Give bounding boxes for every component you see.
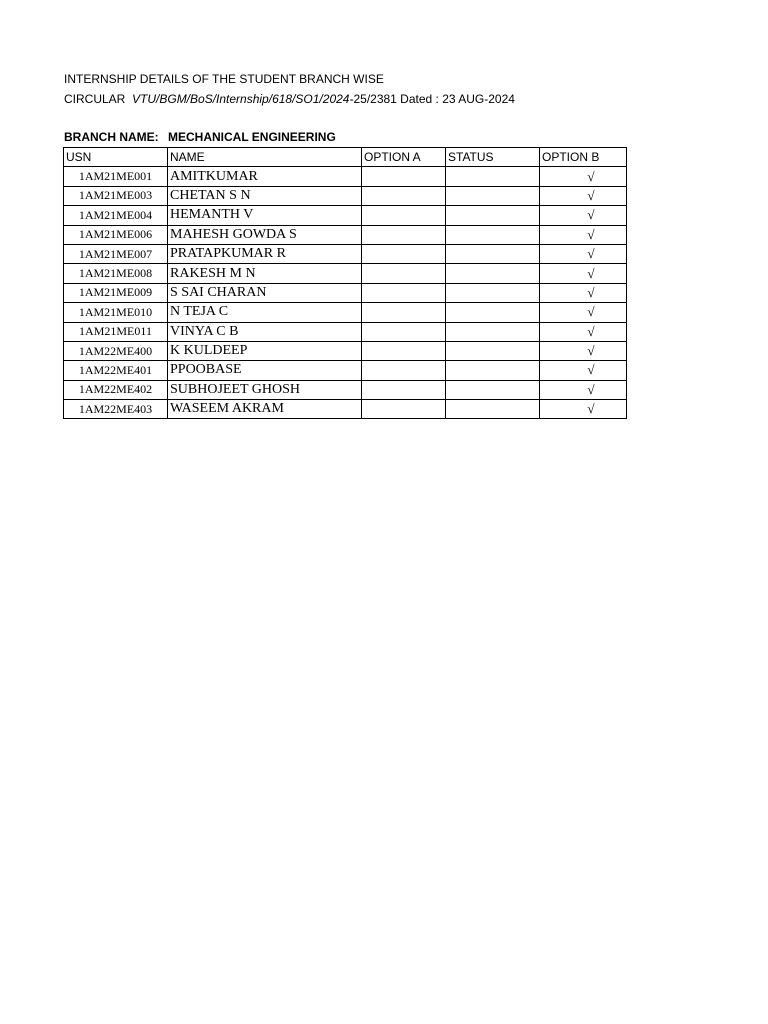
option-b-cell: √ — [540, 361, 627, 380]
option-b-cell: √ — [540, 225, 627, 244]
name-cell: RAKESH M N — [168, 264, 362, 283]
usn-cell: 1AM21ME004 — [64, 206, 168, 225]
table-row — [64, 186, 627, 205]
option-a-cell — [362, 244, 446, 263]
option-a-cell — [362, 361, 446, 380]
column-header-option-b: OPTION B — [540, 148, 627, 167]
table-row — [64, 361, 627, 380]
table-row — [64, 167, 627, 186]
branch-label: BRANCH NAME: — [64, 130, 159, 144]
option-a-cell — [362, 341, 446, 360]
option-a-cell — [362, 167, 446, 186]
option-b-cell: √ — [540, 380, 627, 399]
name-cell: VINYA C B — [168, 322, 362, 341]
option-b-cell: √ — [540, 206, 627, 225]
option-b-cell: √ — [540, 341, 627, 360]
status-cell — [446, 225, 540, 244]
status-cell — [446, 322, 540, 341]
name-cell: CHETAN S N — [168, 186, 362, 205]
column-header-status: STATUS — [446, 148, 540, 167]
column-header-usn: USN — [64, 148, 168, 167]
table-row — [64, 244, 627, 263]
option-a-cell — [362, 264, 446, 283]
table-row — [64, 400, 627, 419]
status-cell — [446, 380, 540, 399]
option-a-cell — [362, 322, 446, 341]
circular-line — [64, 92, 515, 106]
status-cell — [446, 244, 540, 263]
status-cell — [446, 167, 540, 186]
circular-date: 25/2381 Dated : 23 AUG-2024 — [353, 92, 515, 106]
option-b-cell: √ — [540, 322, 627, 341]
circular-label: CIRCULAR — [64, 92, 126, 106]
name-cell: AMITKUMAR — [168, 167, 362, 186]
name-cell: HEMANTH V — [168, 206, 362, 225]
branch-line — [64, 130, 336, 144]
status-cell — [446, 303, 540, 322]
document-title: INTERNSHIP DETAILS OF THE STUDENT BRANCH WISE — [64, 72, 384, 86]
table-row — [64, 264, 627, 283]
circular-reference: VTU/BGM/BoS/Internship/618/SO1/2024- — [132, 92, 354, 106]
usn-cell: 1AM22ME400 — [64, 341, 168, 360]
usn-cell: 1AM21ME010 — [64, 303, 168, 322]
column-header-name: NAME — [168, 148, 362, 167]
option-b-cell: √ — [540, 167, 627, 186]
table-row — [64, 303, 627, 322]
usn-cell: 1AM22ME402 — [64, 380, 168, 399]
usn-cell: 1AM21ME009 — [64, 283, 168, 302]
status-cell — [446, 341, 540, 360]
name-cell: MAHESH GOWDA S — [168, 225, 362, 244]
option-a-cell — [362, 186, 446, 205]
status-cell — [446, 206, 540, 225]
column-header-option-a: OPTION A — [362, 148, 446, 167]
status-cell — [446, 264, 540, 283]
status-cell — [446, 361, 540, 380]
option-a-cell — [362, 303, 446, 322]
status-cell — [446, 186, 540, 205]
name-cell: WASEEM AKRAM — [168, 400, 362, 419]
name-cell: PPOOBASE — [168, 361, 362, 380]
usn-cell: 1AM21ME006 — [64, 225, 168, 244]
option-b-cell: √ — [540, 244, 627, 263]
option-b-cell: √ — [540, 283, 627, 302]
name-cell: K KULDEEP — [168, 341, 362, 360]
option-a-cell — [362, 400, 446, 419]
usn-cell: 1AM21ME007 — [64, 244, 168, 263]
table-header-row — [64, 148, 627, 167]
table-row — [64, 341, 627, 360]
table-row — [64, 322, 627, 341]
option-a-cell — [362, 283, 446, 302]
option-a-cell — [362, 380, 446, 399]
table-row — [64, 225, 627, 244]
option-a-cell — [362, 225, 446, 244]
option-b-cell: √ — [540, 303, 627, 322]
table-row — [64, 380, 627, 399]
name-cell: SUBHOJEET GHOSH — [168, 380, 362, 399]
name-cell: N TEJA C — [168, 303, 362, 322]
usn-cell: 1AM22ME403 — [64, 400, 168, 419]
option-a-cell — [362, 206, 446, 225]
status-cell — [446, 400, 540, 419]
option-b-cell: √ — [540, 186, 627, 205]
usn-cell: 1AM21ME001 — [64, 167, 168, 186]
usn-cell: 1AM21ME011 — [64, 322, 168, 341]
option-b-cell: √ — [540, 400, 627, 419]
usn-cell: 1AM21ME008 — [64, 264, 168, 283]
status-cell — [446, 283, 540, 302]
table-row — [64, 206, 627, 225]
student-table — [63, 147, 627, 419]
option-b-cell: √ — [540, 264, 627, 283]
table-body — [64, 167, 627, 419]
name-cell: PRATAPKUMAR R — [168, 244, 362, 263]
usn-cell: 1AM22ME401 — [64, 361, 168, 380]
usn-cell: 1AM21ME003 — [64, 186, 168, 205]
branch-value: MECHANICAL ENGINEERING — [168, 130, 336, 144]
table-row — [64, 283, 627, 302]
name-cell: S SAI CHARAN — [168, 283, 362, 302]
